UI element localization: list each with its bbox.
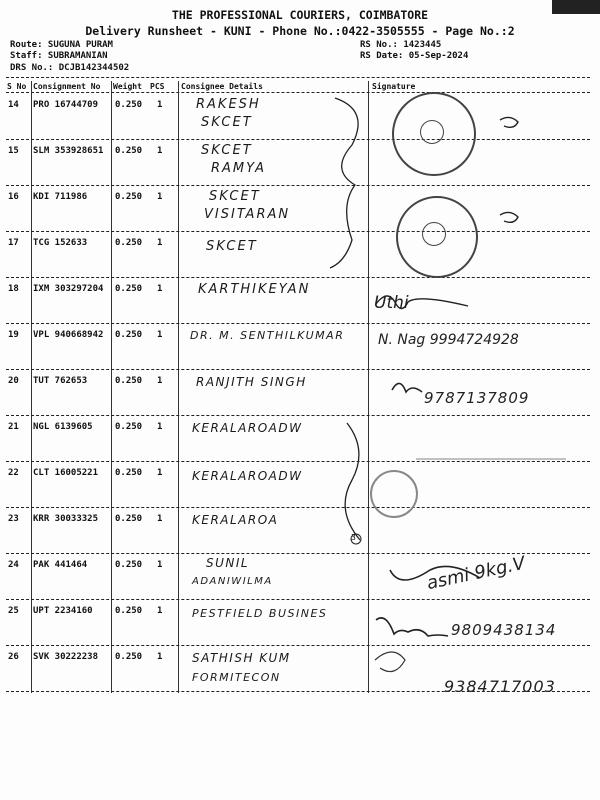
rs-number: RS No.: 1423445 (360, 40, 442, 50)
row-sno: 21 (8, 422, 19, 432)
row-sno: 15 (8, 146, 19, 156)
row-pcs: 1 (157, 422, 163, 432)
signature-scribble (376, 296, 468, 309)
row-pcs: 1 (157, 238, 163, 248)
row-consignee-line1: SKCET (206, 239, 258, 254)
row-consignment: SLM 353928651 (33, 146, 104, 156)
row-consignee-line2: VISITARAN (204, 207, 291, 222)
signature-scribble (390, 566, 480, 580)
row-pcs: 1 (157, 376, 163, 386)
bracket-mark-middle (345, 423, 360, 540)
row-weight: 0.250 (115, 652, 143, 662)
row-consignee-line1: RAKESH (196, 97, 261, 112)
row-weight: 0.250 (115, 100, 143, 110)
row-sno: 16 (8, 192, 19, 202)
row-consignee-line1: KERALAROADW (192, 469, 303, 483)
col-weight-header: Weight (113, 82, 142, 91)
row-pcs: 1 (157, 652, 163, 662)
row-weight: 0.250 (115, 238, 143, 248)
row-sno: 20 (8, 376, 19, 386)
company-title: THE PROFESSIONAL COURIERS, COIMBATORE (171, 8, 429, 22)
signature-text: 9787137809 (424, 389, 530, 407)
col-pcs-header: PCS (150, 82, 165, 91)
staff-label: Staff: SUBRAMANIAN (10, 51, 108, 61)
row-weight: 0.250 (115, 514, 143, 524)
row-weight: 0.250 (115, 560, 143, 570)
initial-mark (500, 117, 518, 127)
row-consignee-line1: SATHISH KUM (192, 651, 291, 665)
row-sno: 14 (8, 100, 19, 110)
row-sno: 23 (8, 514, 19, 524)
row-consignment: NGL 6139605 (33, 422, 93, 432)
row-pcs: 1 (157, 100, 163, 110)
signature-text: N. Nag 9994724928 (378, 332, 519, 348)
col-consignee-header: Consignee Details (181, 82, 263, 91)
row-consignment: KDI 711986 (33, 192, 88, 202)
row-sno: 26 (8, 652, 19, 662)
row-consignee-line1: KERALAROADW (192, 421, 303, 435)
row-consignee-line2: SKCET (201, 115, 253, 130)
row-sno: 18 (8, 284, 19, 294)
col-sno-header: S No (7, 82, 27, 91)
row-pcs: 1 (157, 468, 163, 478)
row-sno: 25 (8, 606, 19, 616)
row-sno: 24 (8, 560, 19, 570)
row-weight: 0.250 (115, 330, 143, 340)
route-label: Route: SUGUNA PURAM (10, 40, 113, 50)
row-sno: 19 (8, 330, 19, 340)
row-sno: 17 (8, 238, 19, 248)
row-consignee-line2: ADANIWILMA (192, 576, 273, 587)
signature-text: 9384717003 (444, 677, 556, 696)
row-consignee-line2: RAMYA (211, 161, 266, 176)
row-weight: 0.250 (115, 376, 143, 386)
row-weight: 0.250 (115, 468, 143, 478)
row-consignee-line1: KARTHIKEYAN (198, 282, 311, 297)
initial-mark (500, 212, 518, 222)
row-weight: 0.250 (115, 606, 143, 616)
row-consignee-line1: SKCET (201, 143, 253, 158)
row-weight: 0.250 (115, 192, 143, 202)
row-consignment: TCG 152633 (33, 238, 88, 248)
row-consignment: PAK 441464 (33, 560, 88, 570)
bracket-mark-top (330, 98, 358, 268)
row-consignee-line1: DR. M. SENTHILKUMAR (190, 329, 345, 342)
row-pcs: 1 (157, 284, 163, 294)
row-weight: 0.250 (115, 422, 143, 432)
row-consignment: KRR 30033325 (33, 514, 99, 524)
row-weight: 0.250 (115, 284, 143, 294)
row-pcs: 1 (157, 514, 163, 524)
row-consignment: PRO 16744709 (33, 100, 99, 110)
row-pcs: 1 (157, 146, 163, 156)
row-consignee-line1: PESTFIELD BUSINES (192, 607, 328, 620)
row-pcs: 1 (157, 606, 163, 616)
row-consignee-line1: KERALAROA (192, 513, 279, 527)
row-consignee-line1: RANJITH SINGH (196, 375, 307, 389)
signature-text: asmi 9kg.V (424, 552, 528, 595)
signature-text: Uthi (374, 293, 409, 313)
row-consignee-line1: SKCET (209, 189, 261, 204)
runsheet-subtitle: Delivery Runsheet - KUNI - Phone No.:0422-3505555 - Page No.:2 (85, 24, 515, 38)
row-consignee-line1: SUNIL (206, 556, 250, 570)
row-pcs: 1 (157, 192, 163, 202)
signature-scribble (376, 618, 448, 636)
signature-scribble (375, 652, 405, 672)
row-pcs: 1 (157, 330, 163, 340)
row-consignment: IXM 303297204 (33, 284, 104, 294)
row-consignee-line2: FORMITECON (192, 671, 281, 684)
row-consignment: SVK 30222238 (33, 652, 99, 662)
row-consignment: CLT 16005221 (33, 468, 99, 478)
bracket-note: 3 (351, 533, 356, 542)
row-consignment: VPL 940668942 (33, 330, 104, 340)
signature-text: 9809438134 (451, 621, 557, 639)
row-pcs: 1 (157, 560, 163, 570)
row-consignment: UPT 2234160 (33, 606, 93, 616)
rs-date: RS Date: 05-Sep-2024 (360, 51, 469, 61)
signature-scribble (392, 383, 422, 392)
row-sno: 22 (8, 468, 19, 478)
row-weight: 0.250 (115, 146, 143, 156)
col-signature-header: Signature (372, 82, 416, 91)
drs-number: DRS No.: DCJB142344502 (10, 63, 130, 73)
row-consignment: TUT 762653 (33, 376, 88, 386)
col-consignment-header: Consignment No (33, 82, 101, 91)
